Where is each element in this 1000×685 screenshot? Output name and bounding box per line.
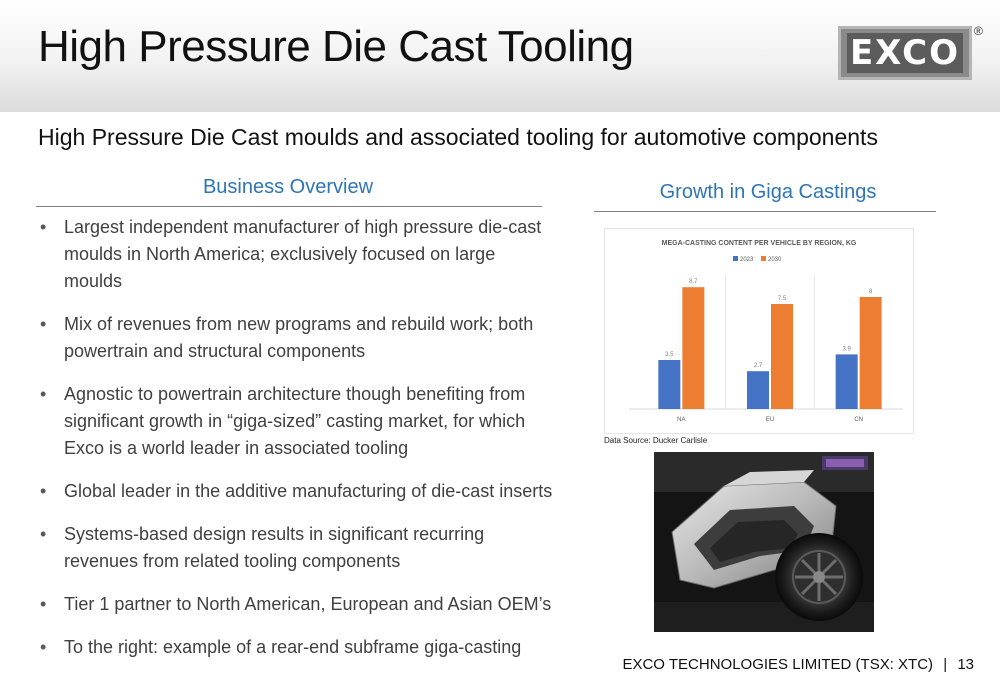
bar-EU-2023 [747, 371, 769, 409]
footer-separator: | [943, 656, 948, 673]
logo-text: EXCO [847, 33, 963, 73]
legend-label-2030: 2030 [768, 257, 782, 263]
subframe-giga-casting-photo [654, 452, 874, 632]
bullet-item: • Agnostic to powertrain architecture though benefiting from significant growth in “giga-sized” casting market, for which Exco is a world leader in associated tooling [38, 381, 558, 462]
bullet-item: • To the right: example of a rear-end subframe giga-casting [38, 634, 558, 661]
category-label-EU: EU [765, 417, 775, 423]
overview-bullet-list [38, 214, 558, 677]
giga-casting-illustration [654, 452, 874, 632]
bullet-item: • Tier 1 partner to North American, European and Asian OEM’s [38, 591, 558, 618]
bar-CN-2023 [836, 354, 858, 409]
growth-rule [594, 211, 936, 212]
bar-value-label: 8 [868, 289, 873, 295]
mega-casting-chart [604, 228, 914, 434]
bar-NA-2030 [682, 287, 704, 409]
bar-value-label: 8.7 [689, 279, 698, 286]
slide-title: High Pressure Die Cast Tooling [38, 22, 634, 71]
chart-svg [605, 229, 913, 433]
chart-title: MEGA-CASTING CONTENT PER VEHICLE BY REGION, KG [661, 240, 857, 247]
category-label-NA: NA [677, 417, 686, 423]
bar-NA-2023 [658, 360, 680, 409]
legend-swatch-2023 [733, 256, 738, 261]
bar-EU-2030 [771, 304, 793, 409]
bullet-item: • Largest independent manufacturer of high pressure die-cast moulds in North America; exclusively focused on large moulds [38, 214, 558, 295]
bullet-item: • Mix of revenues from new programs and rebuild work; both powertrain and structural components [38, 311, 558, 365]
footer [622, 656, 974, 673]
bullet-item: • Global leader in the additive manufacturing of die-cast inserts [38, 478, 558, 505]
bar-value-label: 3.9 [842, 346, 851, 353]
slide-subtitle: High Pressure Die Cast moulds and associated tooling for automotive components [38, 124, 878, 150]
exco-logo [838, 26, 972, 80]
footer-company: EXCO TECHNOLOGIES LIMITED (TSX: XTC) [622, 656, 934, 673]
overview-rule [36, 206, 542, 207]
bar-value-label: 3.5 [665, 352, 674, 358]
page-number: 13 [957, 656, 974, 673]
bar-value-label: 2.7 [753, 363, 763, 370]
bar-CN-2030 [860, 297, 882, 409]
category-label-CN: CN [854, 417, 864, 423]
bar-value-label: 7.5 [777, 296, 787, 302]
legend-label-2023: 2023 [740, 257, 754, 263]
business-overview-heading: Business Overview [202, 176, 374, 198]
data-source-note: Data Source: Ducker Carlisle [604, 436, 708, 445]
bullet-item: • Systems-based design results in significant recurring revenues from related tooling components [38, 521, 558, 575]
registered-mark: ® [974, 24, 983, 38]
chart-legend [733, 256, 782, 263]
legend-swatch-2030 [761, 256, 766, 261]
growth-heading: Growth in Giga Castings [659, 181, 877, 203]
chart-bars [629, 275, 903, 423]
